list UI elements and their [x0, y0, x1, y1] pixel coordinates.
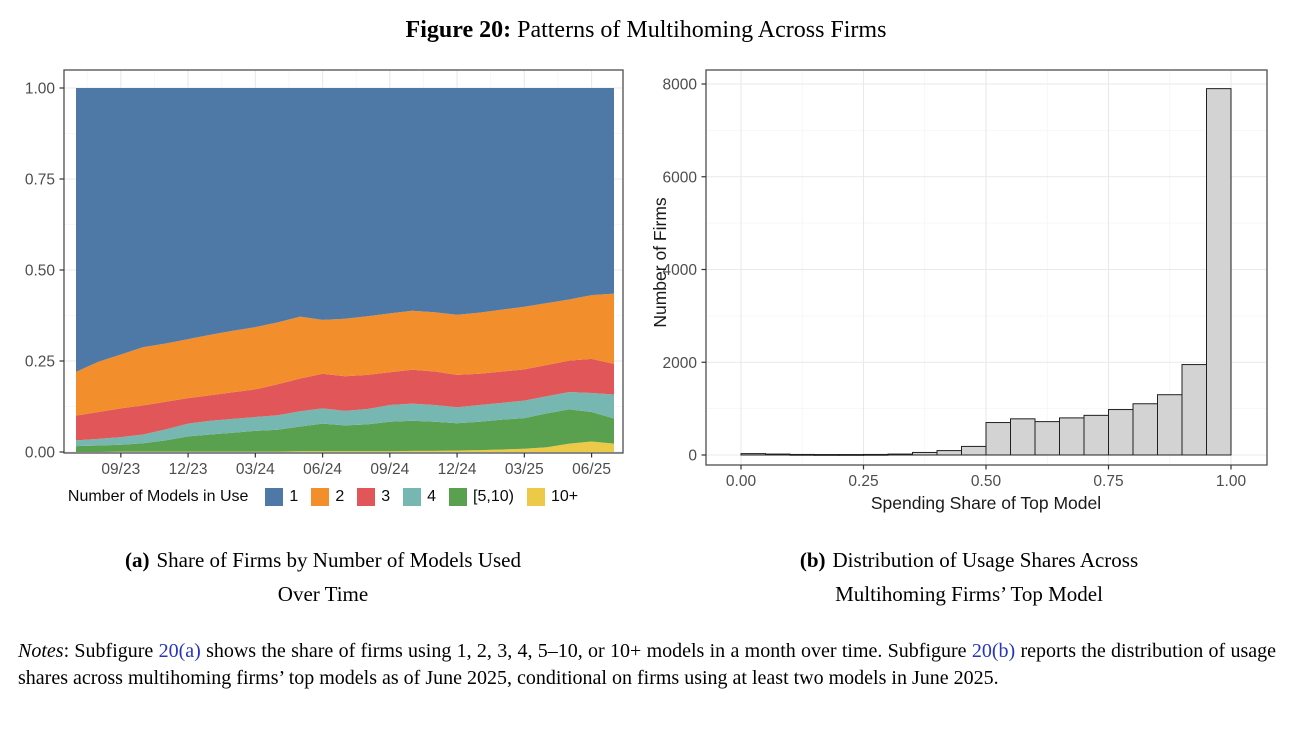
notes-text-3: reports the distribution of usage shares across multihoming firms’ top models as of June 2025, conditional on firms using at least two models in June 2025. — [18, 640, 1277, 689]
histogram-bar — [1109, 410, 1134, 455]
legend-label: [5,10) — [473, 488, 514, 505]
y-tick-label: 1.00 — [24, 80, 55, 98]
x-tick-label: 0.00 — [725, 473, 757, 490]
link-subfigure-a[interactable]: 20(a) — [158, 640, 201, 662]
histogram-bar — [741, 454, 766, 455]
y-axis-title: Number of Firms — [650, 197, 670, 328]
histogram-bar — [790, 454, 815, 455]
histogram-bar — [937, 451, 962, 455]
y-tick-label: 2000 — [662, 354, 697, 372]
caption-b-tag: (b) — [799, 548, 826, 572]
caption-b-line2: Multihoming Firms’ Top Model — [835, 582, 1103, 606]
figure-title-text: Patterns of Multihoming Across Firms — [517, 17, 887, 43]
caption-a-line2: Over Time — [277, 582, 369, 606]
y-tick-label: 0 — [688, 447, 697, 465]
histogram-bar — [1158, 395, 1183, 455]
legend-item-1 — [265, 488, 298, 506]
stacked-area-canvas — [0, 60, 646, 525]
notes-text-2: shows the share of firms using 1, 2, 3, 4, 5–10, or 10+ models in a month over time. Subfigure — [200, 640, 972, 662]
legend-title: Number of Models in Use — [67, 488, 249, 505]
y-tick-label: 0.75 — [24, 171, 55, 189]
legend-swatch — [527, 488, 545, 506]
legend-label: 10+ — [550, 488, 579, 505]
histogram-bar — [1133, 404, 1158, 455]
caption-b-line1 — [646, 543, 1292, 577]
legend-item-510 — [449, 488, 514, 506]
histogram-bar — [962, 446, 987, 455]
histogram-bar — [913, 452, 938, 455]
legend-item-3 — [357, 488, 390, 506]
histogram-bar — [864, 454, 889, 455]
legend-item-10+ — [527, 488, 578, 506]
histogram-bar — [1060, 418, 1085, 455]
y-tick-label: 4000 — [662, 262, 697, 279]
x-tick-label: 09/24 — [370, 461, 410, 478]
legend-swatch — [449, 488, 467, 506]
figure-number: Figure 20: — [405, 17, 512, 43]
legend-swatch — [311, 488, 329, 506]
histogram-bar — [986, 423, 1011, 455]
caption-b-text: Distribution of Usage Shares Across — [832, 548, 1139, 572]
y-tick-label: 6000 — [662, 169, 697, 187]
x-tick-label: 03/24 — [235, 461, 275, 478]
y-tick-label: 0.50 — [24, 262, 55, 280]
x-axis-title: Spending Share of Top Model — [870, 493, 1102, 513]
x-tick-label: 06/25 — [572, 461, 611, 478]
histogram-bar — [1207, 89, 1232, 455]
histogram-bar — [1182, 365, 1207, 455]
histogram-bar — [815, 455, 840, 456]
figure-title — [0, 14, 1292, 46]
legend-item-4 — [403, 488, 436, 506]
figure-notes — [18, 638, 1276, 692]
notes-text-1: : Subfigure — [63, 640, 159, 662]
histogram-bar — [888, 454, 913, 455]
caption-a-tag: (a) — [124, 548, 150, 572]
link-subfigure-b[interactable]: 20(b) — [971, 640, 1016, 662]
caption-a-text: Share of Firms by Number of Models Used — [156, 548, 522, 572]
legend-swatch — [357, 488, 375, 506]
x-tick-label: 06/24 — [303, 461, 342, 478]
x-tick-label: 0.75 — [1093, 473, 1124, 490]
legend-label: 4 — [427, 488, 437, 505]
x-tick-label: 0.50 — [970, 473, 1002, 490]
caption-subfigure-a — [0, 543, 646, 611]
legend-label: 2 — [335, 488, 345, 505]
y-tick-label: 0.00 — [24, 444, 55, 462]
legend-models-in-use — [0, 488, 646, 506]
notes-label: Notes — [18, 640, 64, 662]
y-tick-label: 8000 — [662, 76, 697, 94]
caption-subfigure-b — [646, 543, 1292, 611]
stacked-area-chart-models-in-use — [0, 60, 646, 525]
histogram-bar — [1035, 422, 1060, 455]
histogram-bar — [1011, 419, 1036, 455]
histogram-canvas — [646, 60, 1292, 525]
legend-swatch — [265, 488, 283, 506]
x-tick-label: 1.00 — [1215, 473, 1247, 490]
x-tick-label: 09/23 — [101, 461, 141, 478]
legend-swatch — [403, 488, 421, 506]
legend-item-2 — [311, 488, 344, 506]
x-tick-label: 12/23 — [168, 461, 208, 478]
legend-label: 1 — [289, 488, 299, 505]
histogram-bar — [766, 454, 791, 455]
legend-label: 3 — [381, 488, 391, 505]
x-tick-label: 03/25 — [504, 461, 544, 478]
caption-a-line1 — [0, 543, 646, 577]
histogram-spending-share — [646, 60, 1292, 525]
y-tick-label: 0.25 — [24, 353, 55, 371]
histogram-bar — [839, 455, 864, 456]
histogram-bar — [1084, 415, 1109, 455]
x-tick-label: 12/24 — [437, 461, 477, 478]
x-tick-label: 0.25 — [848, 473, 879, 490]
